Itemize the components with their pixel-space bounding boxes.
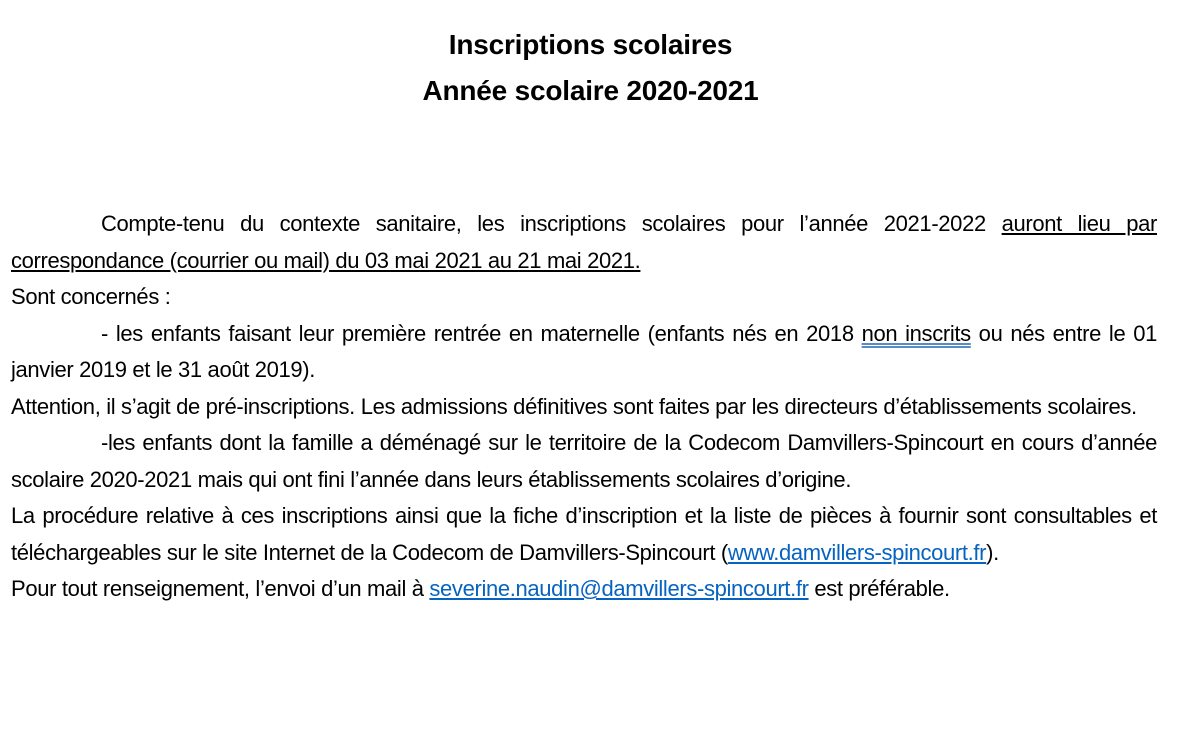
document-subtitle: Année scolaire 2020-2021 [422, 75, 759, 106]
document-title: Inscriptions scolaires [448, 29, 733, 60]
registration-dates-text: auront lieu par correspondance (courrier ou mail) du 03 mai 2021 au 21 mai 2021. [11, 211, 1158, 273]
paragraph-attention: Attention, il s’agit de pré-inscriptions. Les admissions définitives sont faites par les directeurs d’établissements scolaires. [11, 393, 1137, 419]
paragraph-procedure-text-end: ). [986, 539, 999, 565]
email-link[interactable]: severine.naudin@damvillers-spincourt.fr [429, 576, 809, 601]
paragraph-maternelle [11, 316, 1157, 389]
paragraph-maternelle-text-start: - les enfants faisant leur première rentrée en maternelle (enfants nés en 2018 [101, 320, 862, 346]
paragraph-context-text: Compte-tenu du contexte sanitaire, les inscriptions scolaires pour l’année 2021-2022 [101, 211, 1002, 236]
title-block [0, 22, 1181, 114]
paragraph-maternelle-text-end: ou nés entre le 01 janvier 2019 et le 31 août 2019). [11, 320, 1157, 382]
paragraph-moved-families: -les enfants dont la famille a déménagé sur le territoire de la Codecom Damvillers-Spincourt en cours d’année scolaire 2020-2021 mais qui ont fini l’année dans leurs établissements scolaires d’origine. [11, 430, 1157, 492]
paragraph-concerned: Sont concernés : [11, 284, 171, 309]
paragraph-context [11, 206, 1157, 279]
paragraph-contact-text-start: Pour tout renseignement, l’envoi d’un mail à [11, 576, 430, 601]
non-inscrits-text: non inscrits [861, 320, 971, 346]
document-body [11, 206, 1157, 608]
paragraph-procedure-text-start: La procédure relative à ces inscriptions ainsi que la fiche d’inscription et la liste de pièces à fournir sont consultables et téléchargeables sur le site Internet de la Codecom de Damvillers-Spincourt ( [11, 503, 1157, 565]
paragraph-contact [11, 571, 1157, 608]
website-link[interactable]: www.damvillers-spincourt.fr [727, 539, 987, 565]
paragraph-procedure [11, 498, 1157, 571]
paragraph-contact-text-end: est préférable. [808, 576, 950, 601]
